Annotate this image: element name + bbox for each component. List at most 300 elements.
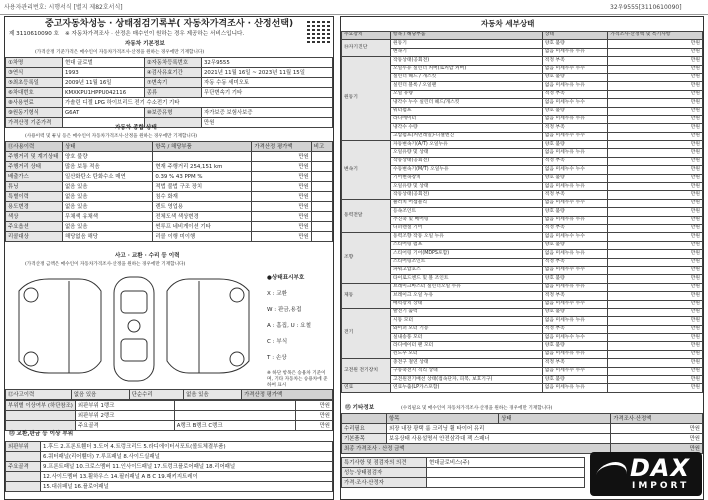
left-subtitle: ※ 자동차가격조사 · 산정은 매수인이 원하는 경우 제공하는 서비스입니다. [65,31,245,37]
car-logo-icon [591,462,630,487]
table-cell: 배출가스 [6,172,63,182]
table-cell: 만원 [608,367,703,375]
table-cell: 클러치 어셈블리 [391,199,543,207]
table-cell: 일산화탄소 탄화수소 매연 [63,172,153,182]
table-cell: 적정 부족 [542,124,608,132]
table-cell: 양호 불량 [542,376,608,384]
table-cell: 자동 수동 세미오토 [202,78,333,88]
table-cell: 변속기 [391,48,543,56]
etc-head: 상태 [499,414,611,424]
table-cell: 만원 [608,233,703,241]
table-cell [153,152,252,162]
parts-list-table [5,441,333,492]
table-row [342,308,703,316]
table-row [342,283,703,291]
table-cell: 양호 불량 [542,174,608,182]
table-cell: ⑪사용이력 [6,142,63,152]
table-cell: 적정 부족 [542,258,608,266]
table-cell: A랭크 B랭크 C랭크 [174,421,295,431]
table-cell: 라디에이터 [391,115,543,123]
table-cell: 만원 [608,325,703,333]
table-cell: 색상 [6,212,63,222]
table-cell: 자가보증 보험사보증 [202,108,333,118]
table-row [6,222,333,232]
table-cell: 시동 모터 [391,317,543,325]
logo-sub: IMPORT [632,481,690,491]
table-cell: 적정 부족 [542,359,608,367]
table-cell: 외판부위 [6,442,41,452]
table-cell: 튜닝 [6,182,63,192]
footer-extra-value: 현대글로비스(주) [427,458,585,468]
table-cell: 고압펌프(커먼레일)-디젤엔진 [391,132,543,140]
table-cell: 라디에이터 팬 모터 [391,342,543,350]
table-row [342,367,703,375]
table-cell: 가격산정 기준가격 [6,118,63,128]
table-cell: 만원 [608,199,703,207]
top-strip [0,0,708,15]
table-cell: 1.후드 2.프론트휀더 3.도어 4.트렁크리드 5.라디에이터서포트(볼트체결부품) [41,442,333,452]
table-cell: 만원 [608,82,703,90]
table-cell: 만원 [608,317,703,325]
table-cell: 1993 [63,68,145,78]
table-cell: 만원 [608,132,703,140]
table-row [6,472,333,482]
accident-section-title: 사고 · 교환 · 수리 등 이력 [115,253,180,259]
table-cell: 만원 [608,191,703,199]
header-left-note: 사용자관리번호: 시행서식 [별지 제82호서식] [4,4,123,11]
table-cell: 무채색 유채색 [63,212,153,222]
table-row [6,152,333,162]
table-cell: 양호 불량 [542,308,608,316]
accident-note: (가격산정 금액은 매수인이 자동차가격조사·산정을 원하는 경우에만 기재합니다) [25,262,186,267]
table-cell [6,472,41,482]
table-cell: 양호 불량 [542,342,608,350]
table-cell: 없음 미세누유 누유 [542,317,608,325]
table-cell: 원동기 [391,40,543,48]
accident-price-head: 가격산정 평가액 [242,390,333,400]
table-cell: 만원 [608,141,703,149]
table-cell: 가격산정 평가액 [252,142,311,152]
table-cell: 실린더 헤드 / 개스킷 [391,73,543,81]
table-cell: 배력장치 상태 [391,300,543,308]
qr-code [307,19,331,43]
table-cell: 디퍼렌셜 기어 [391,224,543,232]
table-cell: ⑤최초등록일 [6,78,63,88]
table-row [342,208,703,216]
table-cell: 만원 [608,250,703,258]
accident-label: ⑫사고이력 [6,390,72,400]
table-row [6,118,333,128]
table-row [342,40,703,48]
table-cell: 6.쿼터패널(리어휀더) 7.루프패널 8.사이드실패널 [41,452,333,462]
table-cell: 타이로드엔드 및 볼 조인트 [391,275,543,283]
table-cell: 고전원전기배선 상태(접속단자, 피복, 보호기구) [391,376,543,384]
etc-key: 수리필요 [342,424,387,434]
table-row [342,292,703,300]
table-header-row [6,142,333,152]
table-cell: 양호 불량 [542,208,608,216]
table-row [6,411,333,421]
table-cell: 만원 [608,57,703,65]
table-cell: 없음 미세누유 누유 [542,149,608,157]
table-cell: 없음 미세누수 누수 [542,132,608,140]
table-row [342,132,703,140]
table-row [6,98,333,108]
table-cell: 없음 미세누유 누유 [542,216,608,224]
header-right-note: 32우9555[3110610090] [610,4,682,11]
table-cell: 적정 부족 [542,157,608,165]
table-cell: 만원 [608,90,703,98]
table-cell: 현대 글로벌 [63,58,145,68]
table-cell: 만원 [608,208,703,216]
table-row [342,384,703,392]
table-cell: 없음 있음 [63,182,153,192]
document-number: 제 3110610090 호 [9,31,59,37]
table-cell: 스티어링 기어(MDPS포함) [391,250,543,258]
etc-key: 기본품목 [342,434,387,444]
table-cell: 냉각수 수량 [391,124,543,132]
table-cell: 만원 [608,350,703,358]
table-cell: 32우9555 [202,58,333,68]
table-cell: KMXKPU1HPPU042116 [63,88,145,98]
etc-price: 만원 [611,424,703,434]
table-cell: 만원 [608,65,703,73]
table-cell: 만원 [608,124,703,132]
table-cell: 많음 보통 적음 [63,162,153,172]
table-row [6,78,333,88]
table-row [342,224,703,232]
table-cell: 오일유량 및 상태 [391,183,543,191]
table-cell: 만원 [608,174,703,182]
right-title: 자동차 세부상태 [481,19,535,28]
table-cell: 없음 미세누유 누유 [542,82,608,90]
table-cell: 없음 미세누수 누수 [542,300,608,308]
table-cell: 전기 [342,308,391,358]
legend-title: ●상태표시부호 [267,275,305,281]
car-diagram [9,271,259,387]
table-row [342,300,703,308]
table-cell: 적법 불법 구조 장치 [153,182,252,192]
table-cell: 오일누유 실린더 커버(로커암 커버) [391,65,543,73]
basic-info-table [5,57,333,128]
table-cell: 양호 불량 [63,152,153,162]
table-cell: 만원 [296,401,333,411]
table-cell: 주요골격 [6,462,41,472]
table-cell: 만원 [296,421,333,431]
table-cell: 없음 미세누수 누수 [542,99,608,107]
logo-brand: DAX [630,454,690,482]
table-row [6,452,333,462]
left-title: 중고자동차성능 · 상태점검기록부( 자동차가격조사 · 산정선택) [45,19,294,29]
table-cell: 발전기 출력 [391,308,543,316]
table-row [342,266,703,274]
legend-item: X : 교환 [267,291,288,297]
table-cell: 없음 미세누유 누유 [542,183,608,191]
table-row [6,68,333,78]
basic-section-title: 자동차 기본정보 [125,41,165,47]
table-cell: 만원 [608,149,703,157]
table-row [342,241,703,249]
table-cell: 만원 [608,376,703,384]
final-unit: 만원 [611,444,703,454]
table-cell: 와이퍼 모터 기능 [391,325,543,333]
footer-row: 가격·조사·산정자 [342,478,427,488]
accident-value: 없음 있음 [71,390,129,400]
table-row [342,216,703,224]
table-cell: 적정 부족 [542,57,608,65]
table-row [342,233,703,241]
table-cell: 없음 미세누유 누유 [542,250,608,258]
table-cell: 만원 [608,283,703,291]
table-cell: 자동변속기(A/T) 오일누유 [391,141,543,149]
table-cell: 없음 미세누유 누유 [542,48,608,56]
table-row [342,124,703,132]
table-cell: G6AT [63,108,145,118]
table-cell: 항목 / 해당부품 [391,32,543,40]
table-cell: 없음 미세누유 누유 [542,384,608,392]
table-header-row [342,32,703,40]
table-cell: 양호 불량 [542,141,608,149]
table-cell: 양호 불량 [542,40,608,48]
table-cell: 침수 화재 [153,192,252,202]
table-cell: 부위별 이상여부 (하단참조) [6,401,76,411]
table-cell: 만원 [252,172,311,182]
table-row [342,334,703,342]
table-row [342,350,703,358]
table-row [6,88,333,98]
table-cell: 실린더 블록 / 오일팬 [391,82,543,90]
table-cell: 없음 미세누수 누수 [542,65,608,73]
table-cell: ⑭자기진단 [342,40,391,57]
table-cell: 없음 미세누유 누유 [542,283,608,291]
table-cell: 양호 불량 [542,73,608,81]
table-cell: 만원 [608,241,703,249]
table-cell: 12.사이드멤버 13.휠하우스 14.필러패널 A B C 19.패키지트레이 [41,472,333,482]
table-cell: 없음 미세누수 누수 [542,367,608,375]
table-cell: 외판부위 2랭크 [75,411,174,421]
table-cell: 동력조향 작동 오일 누유 [391,233,543,241]
table-row [342,149,703,157]
table-cell: 없음 미세누수 누수 [542,334,608,342]
table-cell: 양호 불량 [542,241,608,249]
dax-import-logo [590,452,702,496]
table-cell: 만원 [608,224,703,232]
table-row [6,401,333,411]
table-cell: ⑥차대번호 [6,88,63,98]
table-row [342,359,703,367]
table-row [6,462,333,472]
table-cell: 0.39 % 43 PPM % [153,172,252,182]
table-cell: 브레이크마스터 실린더오일 누유 [391,283,543,291]
table-cell: 만원 [608,292,703,300]
table-cell: 만원 [608,266,703,274]
table-row [6,421,333,431]
table-cell: 가솔린 디젤 LPG 하이브리드 전기 수소전기 기타 [63,98,333,108]
table-row [342,73,703,81]
table-row [6,232,333,242]
table-cell: 적정 부족 [542,224,608,232]
table-cell: 양호 불량 [542,107,608,115]
table-row [342,183,703,191]
table-cell: 용도변경 [6,202,63,212]
table-cell: 전체도색 색상변경 [153,212,252,222]
table-cell: 2009년 11월 16일 [63,78,145,88]
table-cell: 만원 [252,182,311,192]
table-cell [6,482,41,492]
table-cell: 없음 미세누수 누수 [542,233,608,241]
table-cell: 주요옵션 [6,222,63,232]
table-row [342,275,703,283]
table-row [342,325,703,333]
table-cell: 만원 [608,40,703,48]
table-cell: 만원 [608,334,703,342]
table-cell: 만원 [608,342,703,350]
table-cell: 15.대쉬패널 16.플로어패널 [41,482,333,492]
footer-table [341,457,585,488]
etc-table [341,413,703,454]
table-cell: 상태 [542,32,608,40]
table-row [342,317,703,325]
table-cell: 동력전달 [342,199,391,233]
table-cell: 만원 [608,157,703,165]
table-cell: 썬루프 네비게이션 기타 [153,222,252,232]
table-cell: 없음 미세누수 누수 [542,266,608,274]
overall-note: (사용이력 및 튜닝 등은 매수인이 자동차가격조사·산정을 원하는 경우에만 기재합니다) [25,134,198,139]
table-cell: 만원 [608,48,703,56]
table-cell: ③연식 [6,68,63,78]
table-cell: 작동상태(공회전) [391,191,543,199]
table-cell: 만원 [608,308,703,316]
table-cell: 만원 [252,162,311,172]
table-cell: 스티어링 펌프 [391,241,543,249]
table-cell: 만원 [296,411,333,421]
etc-note: (수리필요 및 매수인이 자동차가격조사·산정을 원하는 경우에만 기재합니다) [401,406,553,411]
simple-repair-value: 없음 있음 [184,390,242,400]
table-row [6,192,333,202]
table-cell: 렌트 영업용 [153,202,252,212]
etc-price: 만원 [611,434,703,444]
table-cell [6,452,41,462]
etc-items: 보유상태 사용설명서 안전삼각대 잭 스패너 [387,434,611,444]
table-row [6,202,333,212]
legend-item: C : 부식 [267,339,288,345]
table-row [342,342,703,350]
table-cell: 적정 부족 [542,325,608,333]
table-cell: 주행거리 상태 [6,162,63,172]
table-cell: 작동상태(공회전) [391,157,543,165]
table-cell: 연료누출(LP가스포함) [391,384,543,392]
table-cell: 리콜 이행 미이행 [153,232,252,242]
table-cell: 만원 [252,222,311,232]
table-cell: 적정 부족 [542,191,608,199]
table-cell: 9.프론트패널 10.크로스멤버 11.인사이드패널 17.트렁크플로어패널 18.리어패널 [41,462,333,472]
table-row [342,166,703,174]
table-cell [6,411,76,421]
table-cell: 만원 [608,275,703,283]
table-row [342,107,703,115]
table-cell: 원동기 [342,57,391,141]
table-cell: 기어변속장치 [391,174,543,182]
table-row [6,482,333,492]
table-row [342,65,703,73]
table-cell: 실내송풍 모터 [391,334,543,342]
table-row [6,442,333,452]
table-cell: 없음 미세누수 누수 [542,166,608,174]
table-cell [6,421,76,431]
table-row [6,58,333,68]
table-row [342,157,703,165]
table-cell: 주요장치 [342,32,391,40]
table-row [342,90,703,98]
table-cell: 오일유량 및 상태 [391,149,543,157]
table-cell: 고전원 전기장치 [342,359,391,384]
table-cell: 스티어링조인트 [391,258,543,266]
table-cell: 없음 있음 [63,202,153,212]
table-cell: 만원 [608,166,703,174]
right-sheet [340,16,704,500]
table-row [342,57,703,65]
table-cell: 변속기 [342,141,391,200]
table-cell: 상태 [63,142,153,152]
table-cell: 현재 주행거리 254,151 km [153,162,252,172]
legend-item: W : 판금,용접 [267,307,302,313]
etc-items: 외장 내장 광택 룸 크리닝 휠 타이어 유리 [387,424,611,434]
footer-row: 성능·상태점검자 [342,468,427,478]
table-cell: 만원 [252,232,311,242]
etc-head: 항목 [387,414,499,424]
table-row [342,174,703,182]
legend-item: T : 손상 [267,355,287,361]
table-cell [174,401,295,411]
etc-title: ⑮ 기타정보 [345,405,375,411]
table-cell: 없음 있음 [63,192,153,202]
table-row [6,172,333,182]
table-cell: 등속조인트 [391,208,543,216]
table-row [342,141,703,149]
table-cell: 없음 미세누유 누유 [542,115,608,123]
table-cell: 작동상태(공회전) [391,57,543,65]
etc-head: 가격조사·산정액 [611,414,703,424]
legend-item: A : 흠집, U : 요철 [267,323,311,329]
table-cell: 만원 [252,192,311,202]
table-row [6,108,333,118]
table-cell: 만원 [252,212,311,222]
table-row [6,162,333,172]
table-cell: 해당없음 해당 [63,232,153,242]
table-cell: 적정 부족 [542,292,608,300]
table-cell: 양호 불량 [542,275,608,283]
table-cell: 적정 부족 [542,90,608,98]
table-cell: 만원 [252,202,311,212]
table-cell: 만원 [608,384,703,392]
table-cell: 만원 [608,99,703,107]
basic-note: (가격산정 기준가격은 매수인이 자동차가격조사·산정을 원하는 경우에만 기재합니다) [35,50,205,55]
table-cell: 없음 미세누수 누수 [542,199,608,207]
table-cell: 워터펌프 [391,107,543,115]
table-cell: 추진축 및 베어링 [391,216,543,224]
table-cell: 항목 / 해당부품 [153,142,252,152]
table-cell: 냉각수 누수 실린더 헤드/개스킷 [391,99,543,107]
table-cell: 없음 있음 [63,222,153,232]
table-row [6,182,333,192]
table-cell: 만원 [608,115,703,123]
table-cell: 수동변속기(M/T) 오일누유 [391,166,543,174]
table-cell: 가격조사·산정액 및 특기사항 [608,32,703,40]
table-row [342,48,703,56]
table-cell: ②자동차등록번호 [144,58,201,68]
table-cell: ⑦변속기 [144,78,201,88]
table-cell: 만원 [608,216,703,224]
